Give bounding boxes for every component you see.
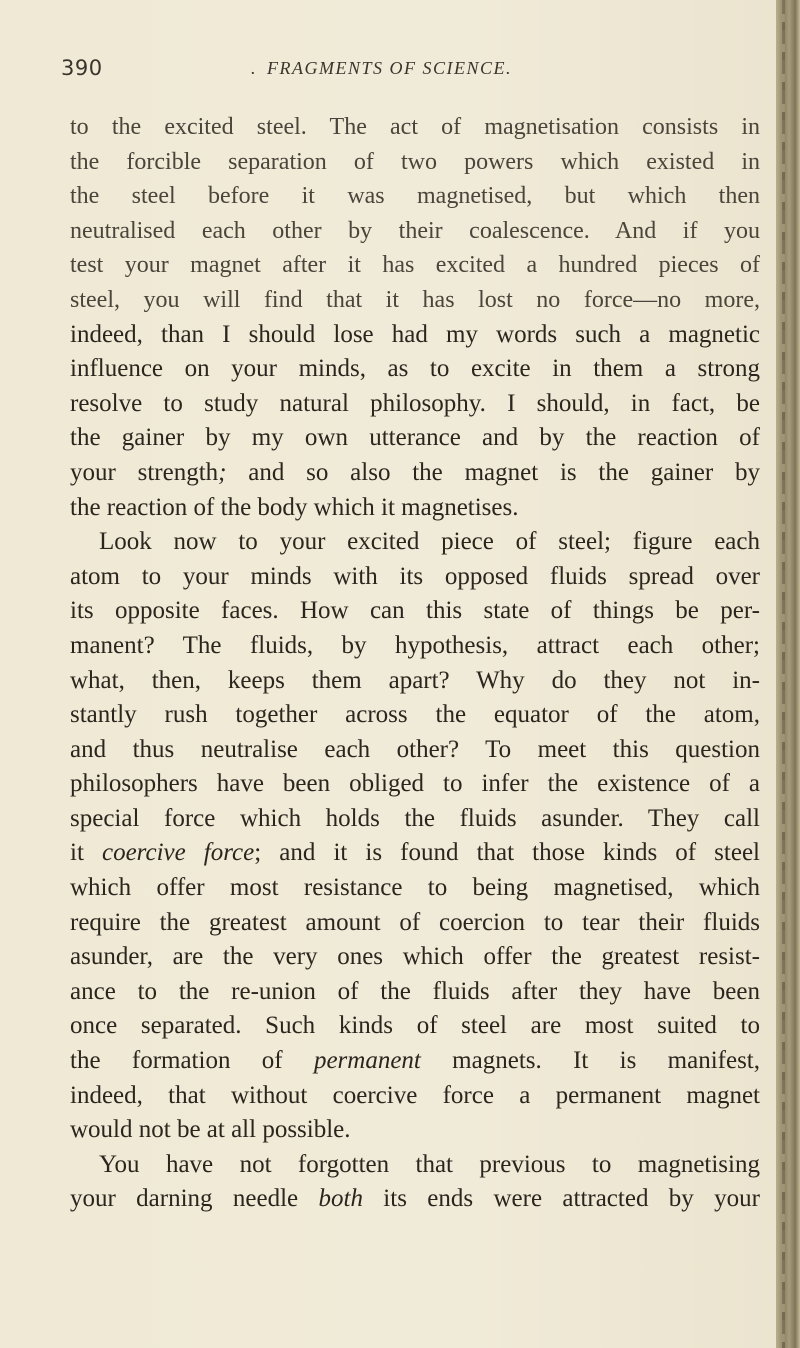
text-line: resolve to study natural philosophy. I should, in fact, be bbox=[70, 389, 760, 417]
text-line: influence on your minds, as to excite in them a strong bbox=[70, 355, 760, 383]
text-line bbox=[70, 456, 760, 491]
page-number: 390 bbox=[61, 56, 103, 80]
text-segment: the formation of bbox=[70, 1047, 314, 1075]
text-line: the forcible separation of two powers which existed in bbox=[70, 148, 760, 175]
text-line: the steel before it was magnetised, but which then bbox=[70, 183, 760, 210]
text-line: would not be at all possible. bbox=[70, 1116, 351, 1144]
text-line: indeed, that without coercive force a permanent magnet bbox=[70, 1081, 760, 1109]
text-line bbox=[70, 836, 760, 871]
text-segment: ; and it is found that those kinds of steel bbox=[254, 839, 760, 867]
text-line: neutralised each other by their coalescence. And if you bbox=[70, 217, 760, 244]
italic-segment: ; bbox=[218, 458, 227, 486]
text-line: which offer most resistance to being magnetised, which bbox=[70, 874, 760, 902]
text-line: and thus neutralise each other? To meet this question bbox=[70, 735, 760, 763]
text-segment: your strength bbox=[70, 458, 219, 486]
text-line: special force which holds the fluids asunder. They call bbox=[70, 804, 760, 832]
text-line: the reaction of the body which it magnetises. bbox=[70, 493, 519, 521]
text-line: what, then, keeps them apart? Why do they not in- bbox=[70, 666, 760, 694]
text-line: Look now to your excited piece of steel; figure each bbox=[99, 528, 760, 556]
text-line: once separated. Such kinds of steel are most suited to bbox=[70, 1012, 760, 1040]
italic-segment: both bbox=[318, 1185, 363, 1213]
text-segment: it bbox=[70, 839, 102, 867]
text-line: stantly rush together across the equator of the atom, bbox=[70, 701, 760, 729]
text-segment: magnets. It is manifest, bbox=[420, 1047, 761, 1075]
body-text bbox=[70, 110, 760, 1217]
running-head bbox=[251, 58, 512, 79]
text-line: You have not forgotten that previous to magnetising bbox=[99, 1150, 760, 1178]
text-line: atom to your minds with its opposed fluids spread over bbox=[70, 562, 760, 590]
running-head-title: FRAGMENTS OF SCIENCE. bbox=[267, 58, 512, 78]
page-header bbox=[61, 56, 761, 84]
text-line: ance to the re-union of the fluids after they have been bbox=[70, 977, 760, 1005]
text-line: indeed, than I should lose had my words such a magnetic bbox=[70, 320, 760, 348]
text-line: philosophers have been obliged to infer the existence of a bbox=[70, 770, 760, 798]
text-line bbox=[70, 1044, 760, 1079]
text-line: require the greatest amount of coercion to tear their fluids bbox=[70, 908, 760, 936]
text-line: steel, you will find that it has lost no force—no more, bbox=[70, 286, 760, 313]
text-segment: your darning needle bbox=[70, 1185, 319, 1213]
text-line bbox=[70, 1182, 760, 1217]
text-line: the gainer by my own utterance and by the reaction of bbox=[70, 424, 760, 452]
italic-segment: coercive force bbox=[101, 839, 255, 867]
italic-segment: permanent bbox=[313, 1047, 421, 1075]
text-line: test your magnet after it has excited a hundred pieces of bbox=[70, 252, 760, 279]
text-line: to the excited steel. The act of magnetisation consists in bbox=[70, 114, 760, 140]
text-line: manent? The fluids, by hypothesis, attract each other; bbox=[70, 631, 760, 659]
book-binding-edge bbox=[776, 0, 800, 1348]
text-line: asunder, are the very ones which offer the greatest resist- bbox=[70, 943, 760, 971]
text-segment: and so also the magnet is the gainer by bbox=[226, 458, 760, 486]
running-head-dot: . bbox=[251, 58, 257, 78]
text-segment: its ends were attracted by your bbox=[362, 1185, 760, 1213]
text-line: its opposite faces. How can this state of things be per- bbox=[70, 597, 760, 625]
